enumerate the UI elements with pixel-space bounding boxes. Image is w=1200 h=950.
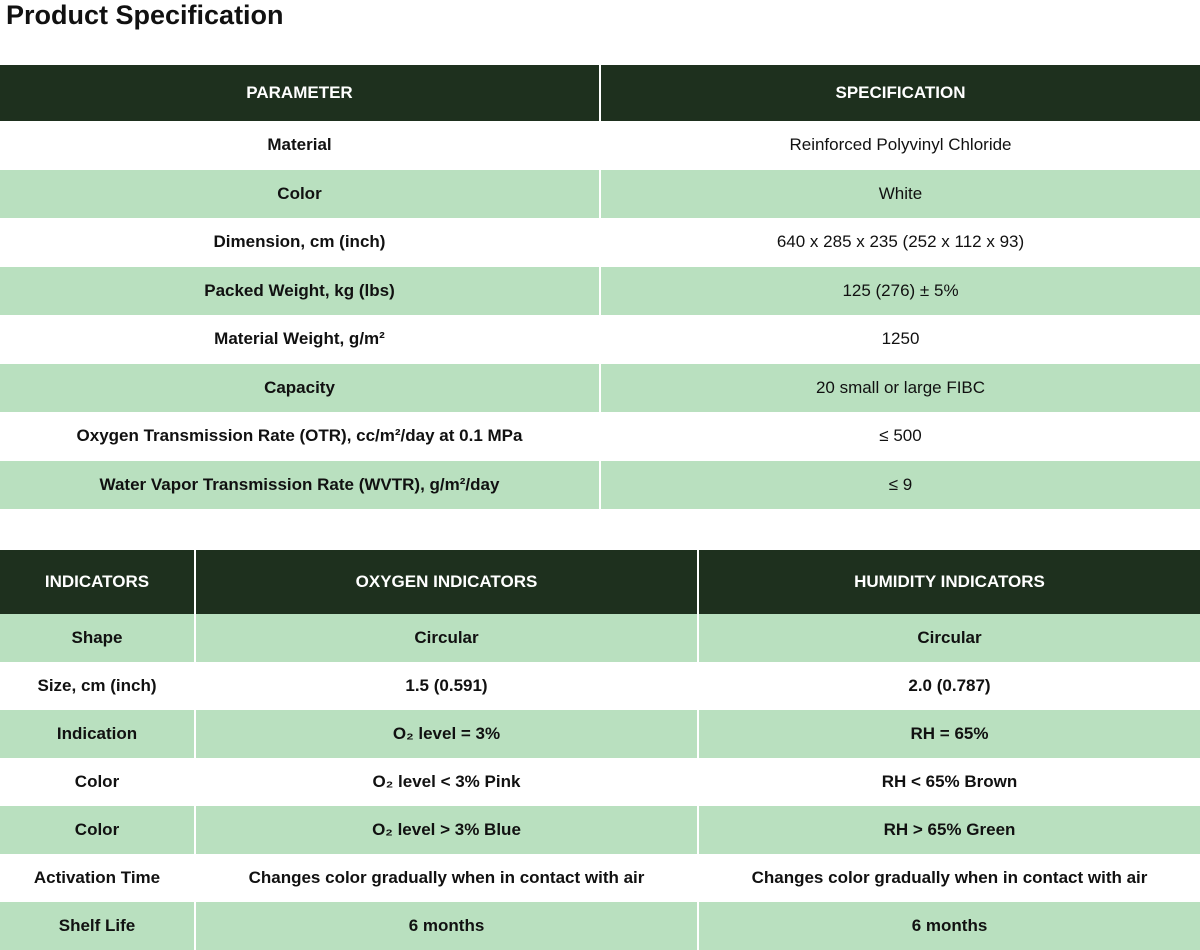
table-row xyxy=(0,170,1200,219)
table-row xyxy=(0,710,1200,758)
oxygen-cell: Changes color gradually when in contact with air xyxy=(195,854,698,902)
table-row xyxy=(0,662,1200,710)
specification-table xyxy=(0,65,1200,509)
table-row xyxy=(0,364,1200,413)
column-header-humidity-indicators: HUMIDITY INDICATORS xyxy=(698,550,1200,614)
humidity-cell: 2.0 (0.787) xyxy=(698,662,1200,710)
indicators-table xyxy=(0,550,1200,950)
indicator-cell: Activation Time xyxy=(0,854,195,902)
parameter-cell: Capacity xyxy=(0,364,600,413)
humidity-cell: Changes color gradually when in contact with air xyxy=(698,854,1200,902)
column-header-indicators: INDICATORS xyxy=(0,550,195,614)
indicator-cell: Color xyxy=(0,806,195,854)
column-header-parameter: PARAMETER xyxy=(0,65,600,121)
specification-cell: 1250 xyxy=(600,315,1200,364)
parameter-cell: Color xyxy=(0,170,600,219)
table-row xyxy=(0,902,1200,950)
indicator-cell: Shelf Life xyxy=(0,902,195,950)
specification-cell: Reinforced Polyvinyl Chloride xyxy=(600,121,1200,170)
parameter-cell: Material xyxy=(0,121,600,170)
column-header-oxygen-indicators: OXYGEN INDICATORS xyxy=(195,550,698,614)
specification-cell: ≤ 9 xyxy=(600,461,1200,510)
humidity-cell: RH > 65% Green xyxy=(698,806,1200,854)
parameter-cell: Water Vapor Transmission Rate (WVTR), g/m²/day xyxy=(0,461,600,510)
table-row xyxy=(0,854,1200,902)
indicator-cell: Shape xyxy=(0,614,195,662)
column-header-specification: SPECIFICATION xyxy=(600,65,1200,121)
specification-cell: White xyxy=(600,170,1200,219)
parameter-cell: Oxygen Transmission Rate (OTR), cc/m²/day at 0.1 MPa xyxy=(0,412,600,461)
humidity-cell: RH = 65% xyxy=(698,710,1200,758)
table-row xyxy=(0,267,1200,316)
table-row xyxy=(0,806,1200,854)
table-row xyxy=(0,614,1200,662)
humidity-cell: Circular xyxy=(698,614,1200,662)
oxygen-cell: 6 months xyxy=(195,902,698,950)
indicator-cell: Size, cm (inch) xyxy=(0,662,195,710)
oxygen-cell: O₂ level < 3% Pink xyxy=(195,758,698,806)
table-header-row xyxy=(0,65,1200,121)
specification-cell: 640 x 285 x 235 (252 x 112 x 93) xyxy=(600,218,1200,267)
table-row xyxy=(0,315,1200,364)
table-row xyxy=(0,121,1200,170)
parameter-cell: Packed Weight, kg (lbs) xyxy=(0,267,600,316)
specification-cell: ≤ 500 xyxy=(600,412,1200,461)
indicator-cell: Indication xyxy=(0,710,195,758)
page-title: Product Specification xyxy=(6,0,284,30)
oxygen-cell: O₂ level = 3% xyxy=(195,710,698,758)
parameter-cell: Material Weight, g/m² xyxy=(0,315,600,364)
specification-cell: 125 (276) ± 5% xyxy=(600,267,1200,316)
table-row xyxy=(0,218,1200,267)
table-row xyxy=(0,461,1200,510)
humidity-cell: 6 months xyxy=(698,902,1200,950)
table-header-row xyxy=(0,550,1200,614)
table-row xyxy=(0,758,1200,806)
table-row xyxy=(0,412,1200,461)
oxygen-cell: O₂ level > 3% Blue xyxy=(195,806,698,854)
oxygen-cell: 1.5 (0.591) xyxy=(195,662,698,710)
indicator-cell: Color xyxy=(0,758,195,806)
specification-cell: 20 small or large FIBC xyxy=(600,364,1200,413)
parameter-cell: Dimension, cm (inch) xyxy=(0,218,600,267)
humidity-cell: RH < 65% Brown xyxy=(698,758,1200,806)
oxygen-cell: Circular xyxy=(195,614,698,662)
